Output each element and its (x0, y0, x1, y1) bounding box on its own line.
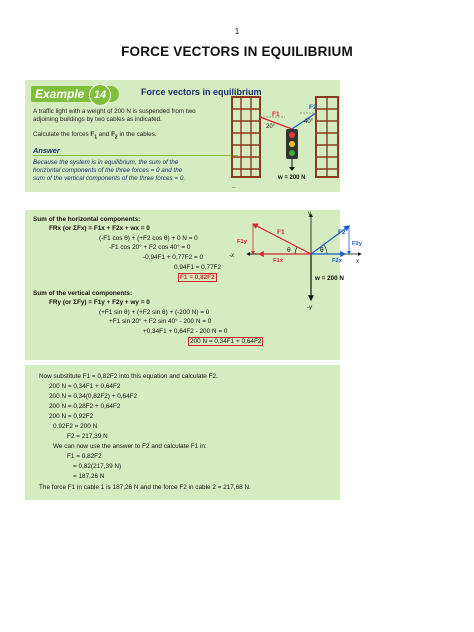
example-heading: Force vectors in equilibrium (141, 87, 262, 97)
vertical-heading: Sum of the vertical components: (33, 290, 133, 297)
problem-calc-line: Calculate the forces $F_1$ and $F_2$ in the cables. (33, 131, 157, 141)
axis-pos-x-label: x (356, 259, 359, 265)
vertical-eq-3: +F1 sin 20° + F2 sin 40° - 200 N = 0 (109, 318, 212, 325)
solution-line-6: 0,92F2 = 200 N (53, 423, 98, 430)
vec-f2x-label: F2x (332, 258, 342, 264)
problem-line-2: adjoining buildings by two cables as indicated. (33, 116, 162, 123)
vec-f1y-label: F1y (237, 239, 247, 245)
vec-weight-label: w = 200 N (315, 275, 344, 282)
solution-line-8: We can now use the answer to F2 and calculate F1 in: (53, 443, 207, 450)
vertical-eq-4: +0,34F1 + 0,64F2 - 200 N = 0 (143, 328, 228, 335)
axis-neg-y-label: -y (307, 305, 312, 310)
solution-line-5: 200 N = 0,92F2 (49, 413, 94, 420)
figure-f2-label: F2 (309, 104, 317, 111)
vec-f2-label: F2 (338, 229, 346, 236)
solution-line-10: = 0,82(217,39 N) (73, 463, 122, 470)
solution-line-1: Now substitute F1 = 0,82F2 into this equation and calculate F2. (39, 373, 218, 380)
horizontal-eq-6: F1 = 0,82F2 (180, 274, 215, 281)
figure-angle-left: 20° (266, 124, 276, 130)
horizontal-eq-4: -0,94F1 + 0,77F2 = 0 (143, 254, 204, 261)
page-number: 1 (234, 27, 240, 36)
solution-line-11: = 187,26 N (73, 473, 105, 480)
example-badge-number: 14 (89, 84, 111, 106)
axis-neg-x-label: -x (229, 253, 234, 259)
figure-angle-right: 40° (304, 119, 314, 125)
solution-line-2: 200 N = 0,34F1 + 0,64F2 (49, 383, 121, 390)
answer-line-3: sum of the vertical components of the three forces = 0. (33, 175, 186, 182)
answer-line-2: horizontal components of the three forces = 0 and the (33, 167, 183, 174)
answer-line-1: Because the system is in equilibrium, the sum of the (33, 159, 179, 166)
page-title: FORCE VECTORS IN EQUILIBRIUM (121, 44, 353, 59)
horizontal-heading: Sum of the horizontal components: (33, 216, 141, 223)
vec-f1x-label: F1x (273, 258, 283, 264)
problem-line-1: A traffic light with a weight of 200 N is suspended from two (33, 108, 196, 115)
vertical-eq-2: (+F1 sin θ) + (+F2 sin θ) + (-200 N) = 0 (99, 309, 210, 316)
answer-label: Answer (33, 146, 60, 155)
theta-right-label: θ (320, 247, 324, 254)
vertical-eq-1: FRy (or ΣFy) = F1y + F2y + wy = 0 (49, 299, 150, 306)
vec-f1-label: F1 (277, 229, 285, 236)
figure-weight-label: w = 200 N (278, 175, 306, 181)
answer-divider (33, 155, 238, 156)
example-badge-word: Example (35, 87, 85, 101)
figure-f1-label: F1 (272, 111, 280, 118)
horizontal-eq-1: FRx (or ΣFx) = F1x + F2x + wx = 0 (49, 225, 150, 232)
solution-line-9: F1 = 0,82F2 (67, 453, 102, 460)
solution-line-7: F2 = 217,39 N (67, 433, 108, 440)
horizontal-eq-3: -F1 cos 20° + F2 cos 40° = 0 (109, 244, 191, 251)
solution-line-4: 200 N = 0,28F2 + 0,64F2 (49, 403, 121, 410)
vec-f2y-label: F2y (352, 241, 362, 247)
vertical-eq-5: 200 N = 0,34F1 + 0,64F2 (190, 338, 262, 345)
figure-mark: – (232, 185, 236, 191)
solution-line-3: 200 N = 0,34(0,82F2) + 0,64F2 (49, 393, 138, 400)
horizontal-eq-2: (-F1 cos θ) + (+F2 cos θ) + 0 N = 0 (99, 235, 198, 242)
traffic-light-figure (230, 95, 340, 185)
vector-diagram (225, 210, 365, 310)
theta-left-label: θ (287, 247, 291, 254)
horizontal-eq-5: 0,94F1 = 0,77F2 (174, 264, 222, 271)
example-badge (31, 86, 119, 102)
axis-pos-y-label: y (308, 211, 311, 217)
solution-panel (25, 365, 340, 500)
solution-line-12: The force F1 in cable 1 is 187,26 N and the force F2 in cable 2 = 217,68 N. (39, 484, 251, 491)
